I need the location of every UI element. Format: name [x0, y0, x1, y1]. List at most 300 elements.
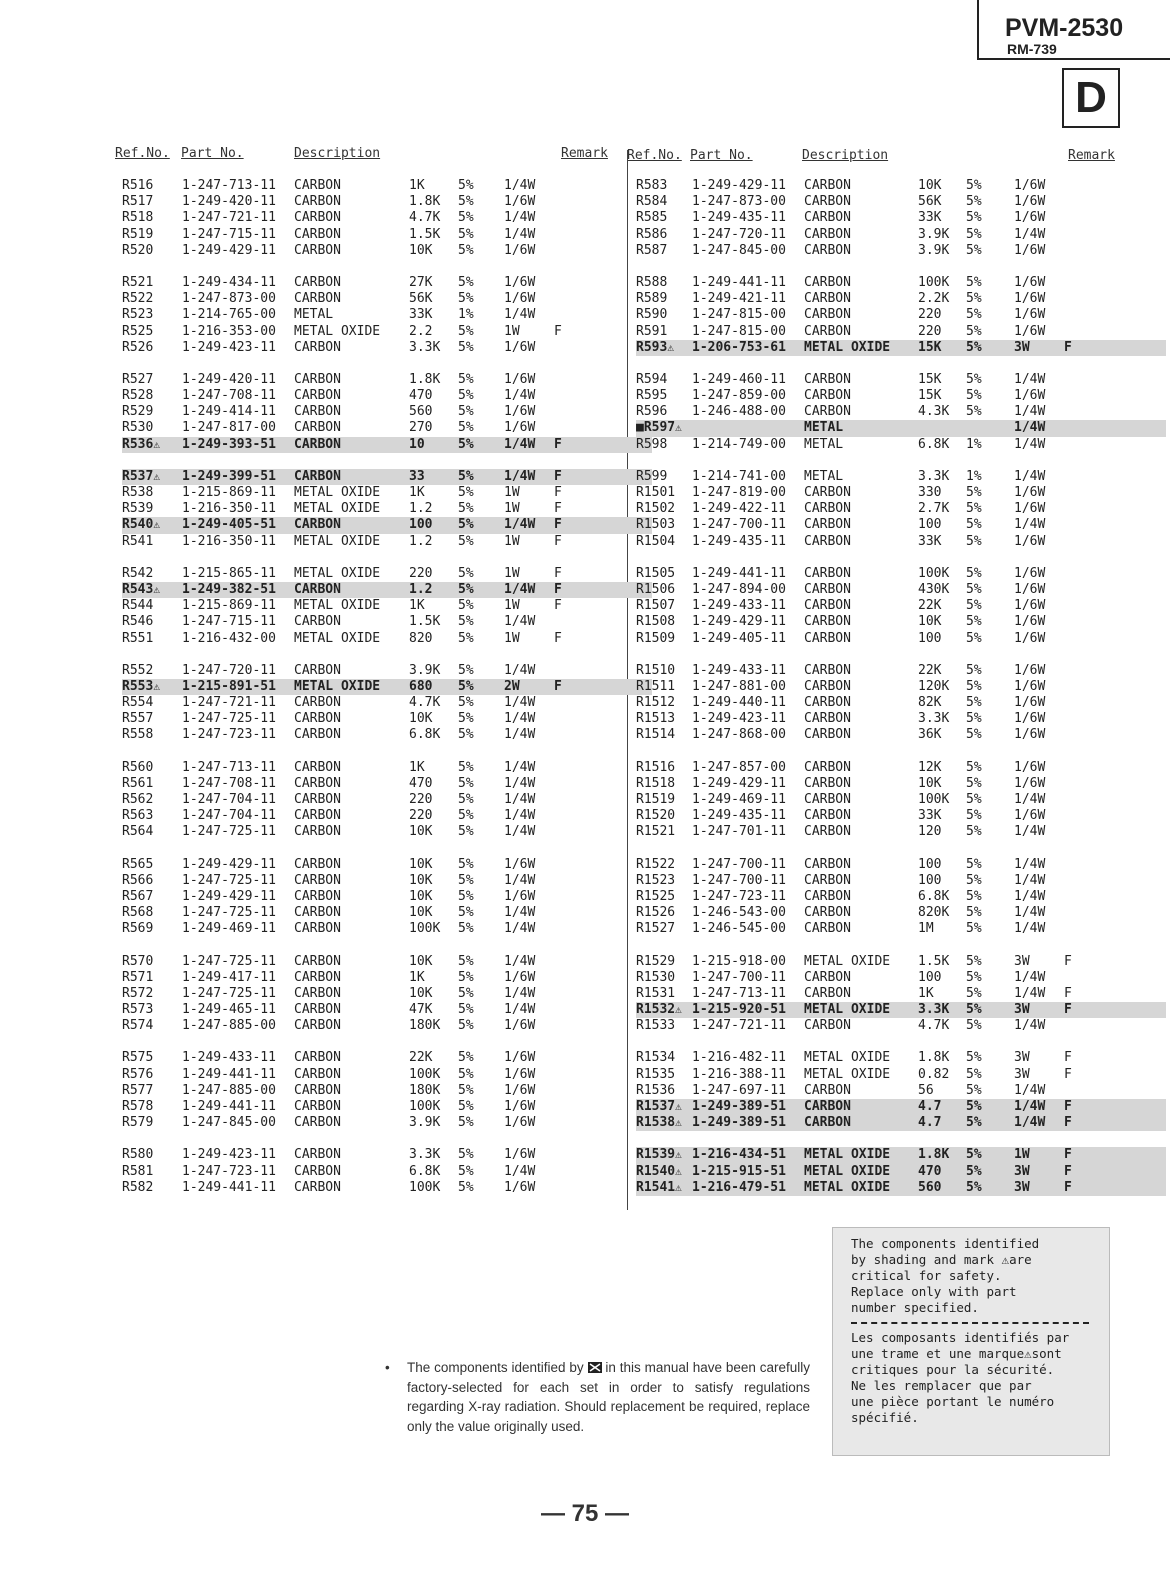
rating: 1/4W	[1014, 420, 1046, 436]
value: 470	[409, 775, 433, 791]
parts-row	[636, 1067, 1166, 1083]
parts-row	[636, 243, 1166, 259]
rating: 1/6W	[1014, 485, 1046, 500]
rating: 1/4W	[504, 1002, 536, 1018]
value: 0.82	[918, 1066, 950, 1082]
ref-no-text: R1509	[636, 630, 676, 646]
tolerance: 5%	[458, 695, 474, 711]
tolerance: 5%	[966, 194, 982, 210]
rating: 1/4W	[504, 307, 536, 323]
rating: 1/6W	[504, 242, 536, 258]
description: CARBON	[294, 291, 341, 307]
parts-group	[122, 1147, 652, 1196]
remark: F	[1064, 953, 1072, 969]
tolerance: 5%	[458, 727, 474, 743]
description: METAL OXIDE	[804, 1147, 891, 1163]
part-no: 1-249-465-11	[182, 1002, 276, 1018]
ref-no-text: R583	[636, 178, 668, 193]
parts-group	[636, 275, 1166, 356]
remark: F	[554, 533, 562, 549]
ref-no-text: R523	[122, 307, 154, 323]
right-parts-column	[636, 178, 1166, 1212]
description: CARBON	[804, 226, 851, 242]
part-no: 1-249-429-11	[182, 856, 276, 872]
ref-no	[122, 420, 153, 436]
part-no: 1-216-350-11	[182, 533, 276, 549]
ref-no	[636, 631, 675, 647]
ref-no-text: R527	[122, 371, 154, 387]
description: CARBON	[294, 1082, 341, 1098]
submodel-number: RM-739	[1007, 41, 1057, 57]
parts-group	[122, 469, 652, 550]
remark: F	[554, 468, 562, 484]
value: 1K	[409, 759, 425, 775]
safety-warning-icon: ⚠	[153, 679, 160, 693]
rating: 1/4W	[1014, 1115, 1046, 1131]
ref-no-text: R530	[122, 420, 154, 436]
ref-no-text: R570	[122, 953, 154, 969]
rating: 1/6W	[1014, 388, 1046, 404]
tolerance: 5%	[458, 614, 474, 630]
parts-row	[122, 501, 652, 517]
parts-row	[636, 695, 1166, 711]
value: 4.7K	[918, 1018, 950, 1034]
ref-no	[122, 388, 153, 404]
ref-no	[122, 1147, 153, 1163]
value: 2.2	[409, 323, 433, 339]
ref-no	[636, 469, 667, 485]
tolerance: 5%	[966, 888, 982, 904]
ref-no	[636, 727, 675, 743]
value: 430K	[918, 581, 950, 597]
rating: 2W	[504, 678, 520, 694]
part-no: 1-247-713-11	[182, 178, 276, 193]
ref-no	[122, 760, 153, 776]
rating: 1/4W	[504, 695, 536, 711]
value: 10K	[409, 888, 433, 904]
tolerance: 5%	[966, 210, 982, 226]
ref-no	[122, 307, 153, 323]
parts-row	[122, 711, 652, 727]
value: 10	[409, 436, 425, 452]
description: METAL OXIDE	[294, 485, 381, 500]
description: CARBON	[294, 517, 341, 533]
parts-row	[122, 873, 652, 889]
rating: 1/4W	[504, 711, 536, 727]
ref-no	[636, 1164, 682, 1180]
ref-no	[122, 194, 153, 210]
value: 820K	[918, 905, 950, 921]
rating: 1/6W	[1014, 775, 1046, 791]
ref-no	[122, 695, 153, 711]
value: 4.7	[918, 1099, 942, 1114]
rating: 1/6W	[504, 420, 536, 436]
xray-note-text: The components identified by in this manual have been carefully factory-selected for each set in order to satisfy regulations regarding X-ray radiation. Should replacement be required, replace only the value originally used.	[407, 1360, 810, 1434]
rating: 1W	[504, 630, 520, 646]
value: 10K	[409, 985, 433, 1001]
ref-no	[122, 1050, 153, 1066]
ref-no	[122, 970, 153, 986]
rating: 1/4W	[504, 226, 536, 242]
description: CARBON	[294, 371, 341, 387]
parts-row	[636, 275, 1166, 291]
part-no: 1-249-441-11	[182, 1066, 276, 1082]
parts-row	[636, 437, 1166, 453]
part-no: 1-214-765-00	[182, 307, 276, 323]
header-part: Part No.	[690, 148, 753, 163]
ref-no	[122, 404, 153, 420]
ref-no	[636, 227, 667, 243]
description: CARBON	[294, 1018, 341, 1034]
ref-no-text: R578	[122, 1099, 154, 1114]
parts-row	[636, 663, 1166, 679]
value: 1.5K	[409, 614, 441, 630]
parts-row	[122, 1067, 652, 1083]
tolerance: 5%	[966, 485, 982, 500]
value: 4.3K	[918, 404, 950, 420]
safety-warning-icon: ⚠	[153, 437, 160, 451]
tolerance: 5%	[966, 1099, 982, 1114]
parts-row	[122, 534, 652, 550]
description: CARBON	[294, 792, 341, 807]
parts-row	[122, 1002, 652, 1018]
parts-row	[122, 1164, 652, 1180]
part-no: 1-249-423-11	[182, 339, 276, 355]
ref-no-text: R573	[122, 1002, 154, 1018]
rating: 1/6W	[1014, 598, 1046, 614]
ref-no-text: R576	[122, 1066, 154, 1082]
value: 100K	[409, 1179, 441, 1195]
parts-row	[122, 776, 652, 792]
rating: 1/4W	[1014, 468, 1046, 484]
parts-row	[122, 970, 652, 986]
rating: 1/6W	[1014, 565, 1046, 581]
parts-row	[636, 582, 1166, 598]
safety-warning-icon: ⚠	[675, 1164, 682, 1178]
parts-row	[636, 776, 1166, 792]
ref-no-text: R526	[122, 339, 154, 355]
parts-group	[636, 663, 1166, 744]
value: 1.8K	[918, 1147, 950, 1163]
part-no: 1-247-725-11	[182, 905, 276, 921]
parts-row	[122, 631, 652, 647]
parts-row	[122, 404, 652, 420]
value: 100K	[409, 1066, 441, 1082]
parts-group	[636, 566, 1166, 647]
value: 680	[409, 678, 433, 694]
ref-no	[122, 1083, 153, 1099]
ref-no	[636, 889, 675, 905]
value: 1M	[918, 921, 934, 937]
parts-row	[636, 469, 1166, 485]
value: 10K	[409, 856, 433, 872]
ref-no	[636, 324, 667, 340]
rating: 1/4W	[1014, 888, 1046, 904]
safety-en-line: number specified.	[851, 1300, 979, 1315]
part-no: 1-247-713-11	[182, 759, 276, 775]
ref-no-text: R1522	[636, 856, 676, 872]
value: 1K	[409, 485, 425, 500]
ref-no-text: R589	[636, 291, 668, 307]
tolerance: 5%	[966, 371, 982, 387]
parts-row	[636, 970, 1166, 986]
value: 27K	[409, 274, 433, 290]
description: CARBON	[294, 1163, 341, 1179]
ref-no	[636, 1083, 675, 1099]
rating: 1/6W	[1014, 307, 1046, 323]
tolerance: 5%	[966, 388, 982, 404]
ref-no-text: R1518	[636, 775, 676, 791]
ref-no	[636, 873, 675, 889]
ref-no-text: R1530	[636, 969, 676, 985]
ref-no-text: R1527	[636, 921, 676, 937]
ref-no-text: R554	[122, 695, 154, 711]
ref-no-text: R516	[122, 178, 154, 193]
description: CARBON	[294, 1002, 341, 1018]
ref-no-text: R1539	[636, 1147, 676, 1163]
ref-no-text: R1535	[636, 1066, 676, 1082]
rating: 1/6W	[504, 274, 536, 290]
value: 100	[918, 517, 942, 533]
tolerance: 5%	[966, 1018, 982, 1034]
header-ref: Ref.No.	[627, 148, 682, 163]
description: CARBON	[804, 581, 851, 597]
value: 220	[409, 565, 433, 581]
ref-no	[636, 517, 675, 533]
rating: 1/4W	[504, 727, 536, 743]
value: 10K	[409, 711, 433, 727]
ref-no-text: R571	[122, 969, 154, 985]
rating: 1W	[504, 323, 520, 339]
tolerance: 5%	[458, 436, 474, 452]
ref-no-text: R575	[122, 1050, 154, 1066]
ref-no-text: R1504	[636, 533, 676, 549]
ref-no-text: R591	[636, 323, 668, 339]
rating: 1/6W	[1014, 808, 1046, 824]
description: METAL OXIDE	[804, 1002, 891, 1018]
safety-fr-line: Les composants identifiés par	[851, 1330, 1070, 1345]
ref-no	[122, 727, 153, 743]
tolerance: 5%	[966, 226, 982, 242]
parts-group	[636, 469, 1166, 550]
part-no: 1-247-700-11	[692, 872, 786, 888]
description: CARBON	[804, 662, 851, 678]
ref-no-text: R546	[122, 614, 154, 630]
safety-warning-icon: ⚠	[153, 469, 160, 483]
parts-row	[636, 760, 1166, 776]
tolerance: 5%	[458, 242, 474, 258]
rating: 1/4W	[504, 517, 536, 533]
value: 1.2	[409, 533, 433, 549]
ref-no	[636, 970, 675, 986]
description: CARBON	[804, 598, 851, 614]
parts-group	[636, 1147, 1166, 1196]
description: METAL OXIDE	[294, 565, 381, 581]
safety-warning-icon: ⚠	[675, 1100, 682, 1113]
ref-no	[636, 307, 667, 323]
tolerance: 5%	[966, 307, 982, 323]
tolerance: 5%	[966, 711, 982, 727]
ref-no-text: R598	[636, 436, 668, 452]
tolerance: 5%	[458, 1018, 474, 1034]
parts-row	[122, 372, 652, 388]
ref-no-text: R543	[122, 581, 154, 597]
rating: 1/4W	[1014, 404, 1046, 420]
part-no: 1-249-441-11	[182, 1179, 276, 1195]
rating: 1/6W	[1014, 662, 1046, 678]
part-no: 1-216-432-00	[182, 630, 276, 646]
rating: 1W	[1014, 1147, 1030, 1163]
rating: 1/4W	[1014, 436, 1046, 452]
parts-row	[636, 291, 1166, 307]
ref-no-text: R539	[122, 501, 154, 517]
ref-no	[636, 792, 675, 808]
part-no: 1-249-423-11	[692, 711, 786, 727]
tolerance: 5%	[458, 953, 474, 969]
description: CARBON	[294, 1147, 341, 1163]
part-no: 1-215-918-00	[692, 953, 786, 969]
ref-no	[122, 340, 153, 356]
value: 22K	[409, 1050, 433, 1066]
parts-row	[122, 291, 652, 307]
header-remark: Remark	[1068, 148, 1115, 163]
rating: 1/4W	[504, 178, 536, 193]
rating: 1/6W	[504, 1099, 536, 1114]
tolerance: 5%	[966, 969, 982, 985]
parts-row	[122, 663, 652, 679]
ref-no-text: R1537	[636, 1099, 676, 1114]
ref-no-text: R1538	[636, 1115, 676, 1131]
ref-no-text: R1529	[636, 953, 676, 969]
description: CARBON	[804, 388, 851, 404]
ref-no-text: R590	[636, 307, 668, 323]
ref-no	[636, 679, 675, 695]
description: CARBON	[804, 517, 851, 533]
rating: 1/6W	[1014, 727, 1046, 743]
rating: 1W	[504, 598, 520, 614]
part-no: 1-216-434-51	[692, 1147, 786, 1163]
rating: 1W	[504, 533, 520, 549]
ref-no-text: R1512	[636, 695, 676, 711]
part-no: 1-216-350-11	[182, 501, 276, 517]
parts-row	[122, 178, 652, 194]
rating: 1/6W	[1014, 194, 1046, 210]
tolerance: 5%	[966, 727, 982, 743]
value: 3.3K	[918, 1002, 950, 1018]
tolerance: 1%	[966, 468, 982, 484]
ref-no	[636, 614, 675, 630]
description: CARBON	[294, 274, 341, 290]
ref-no-text: R1503	[636, 517, 676, 533]
ref-no	[122, 954, 153, 970]
part-no: 1-249-414-11	[182, 404, 276, 420]
parts-row	[636, 420, 1166, 436]
tolerance: 5%	[966, 1179, 982, 1195]
tolerance: 5%	[458, 598, 474, 614]
rating: 1/6W	[1014, 501, 1046, 517]
ref-no	[122, 517, 160, 533]
parts-row	[122, 227, 652, 243]
parts-row	[636, 598, 1166, 614]
ref-no	[636, 404, 667, 420]
ref-no-text: R537	[122, 468, 154, 484]
part-no: 1-249-420-11	[182, 371, 276, 387]
safety-warning-icon: ⚠	[1001, 1252, 1010, 1267]
ref-no	[122, 824, 153, 840]
value: 47K	[409, 1002, 433, 1018]
parts-group	[122, 954, 652, 1035]
description: CARBON	[804, 291, 851, 307]
tolerance: 5%	[966, 565, 982, 581]
rating: 1/4W	[1014, 856, 1046, 872]
part-no: 1-246-545-00	[692, 921, 786, 937]
ref-no-text: R597	[643, 420, 676, 436]
rating: 1/4W	[504, 872, 536, 888]
ref-no-text: R557	[122, 711, 154, 727]
rating: 1/4W	[1014, 905, 1046, 921]
ref-no	[636, 598, 675, 614]
safety-fr-line: spécifié.	[851, 1410, 919, 1425]
part-no: 1-215-891-51	[182, 678, 276, 694]
rating: 1/6W	[504, 888, 536, 904]
ref-no-text: R1541	[636, 1179, 676, 1195]
description: CARBON	[294, 420, 341, 436]
part-no: 1-249-441-11	[182, 1099, 276, 1114]
ref-no-text: R552	[122, 662, 154, 678]
header-desc: Description	[802, 148, 889, 163]
ref-no	[636, 986, 675, 1002]
part-no: 1-247-815-00	[692, 307, 786, 323]
description: CARBON	[294, 905, 341, 921]
tolerance: 5%	[966, 291, 982, 307]
parts-row	[636, 614, 1166, 630]
description: CARBON	[294, 1066, 341, 1082]
parts-row	[636, 485, 1166, 501]
value: 1.2	[409, 581, 433, 597]
description: METAL OXIDE	[294, 678, 381, 694]
tolerance: 5%	[966, 856, 982, 872]
parts-row	[122, 437, 652, 453]
ref-no-text: R580	[122, 1147, 154, 1163]
ref-no-text: R1514	[636, 727, 676, 743]
part-no: 1-247-720-11	[182, 662, 276, 678]
parts-row	[122, 598, 652, 614]
value: 3.9K	[409, 1115, 441, 1131]
description: METAL OXIDE	[804, 1066, 891, 1082]
tolerance: 5%	[966, 872, 982, 888]
rating: 1/6W	[1014, 678, 1046, 694]
tolerance: 5%	[966, 404, 982, 420]
rating: 1/6W	[504, 1050, 536, 1066]
value: 15K	[918, 371, 942, 387]
tolerance: 5%	[458, 678, 474, 694]
description: CARBON	[294, 210, 341, 226]
description: CARBON	[804, 178, 851, 193]
ref-no-text: R1521	[636, 824, 676, 840]
description: CARBON	[804, 1115, 851, 1131]
description: CARBON	[804, 985, 851, 1001]
part-no: 1-249-433-11	[692, 598, 786, 614]
parts-row	[122, 986, 652, 1002]
tolerance: 5%	[458, 1179, 474, 1195]
value: 4.7	[918, 1115, 942, 1131]
description: CARBON	[804, 194, 851, 210]
value: 6.8K	[918, 888, 950, 904]
rating: 1/6W	[504, 1018, 536, 1034]
value: 470	[409, 388, 433, 404]
parts-row	[636, 873, 1166, 889]
description: CARBON	[294, 888, 341, 904]
